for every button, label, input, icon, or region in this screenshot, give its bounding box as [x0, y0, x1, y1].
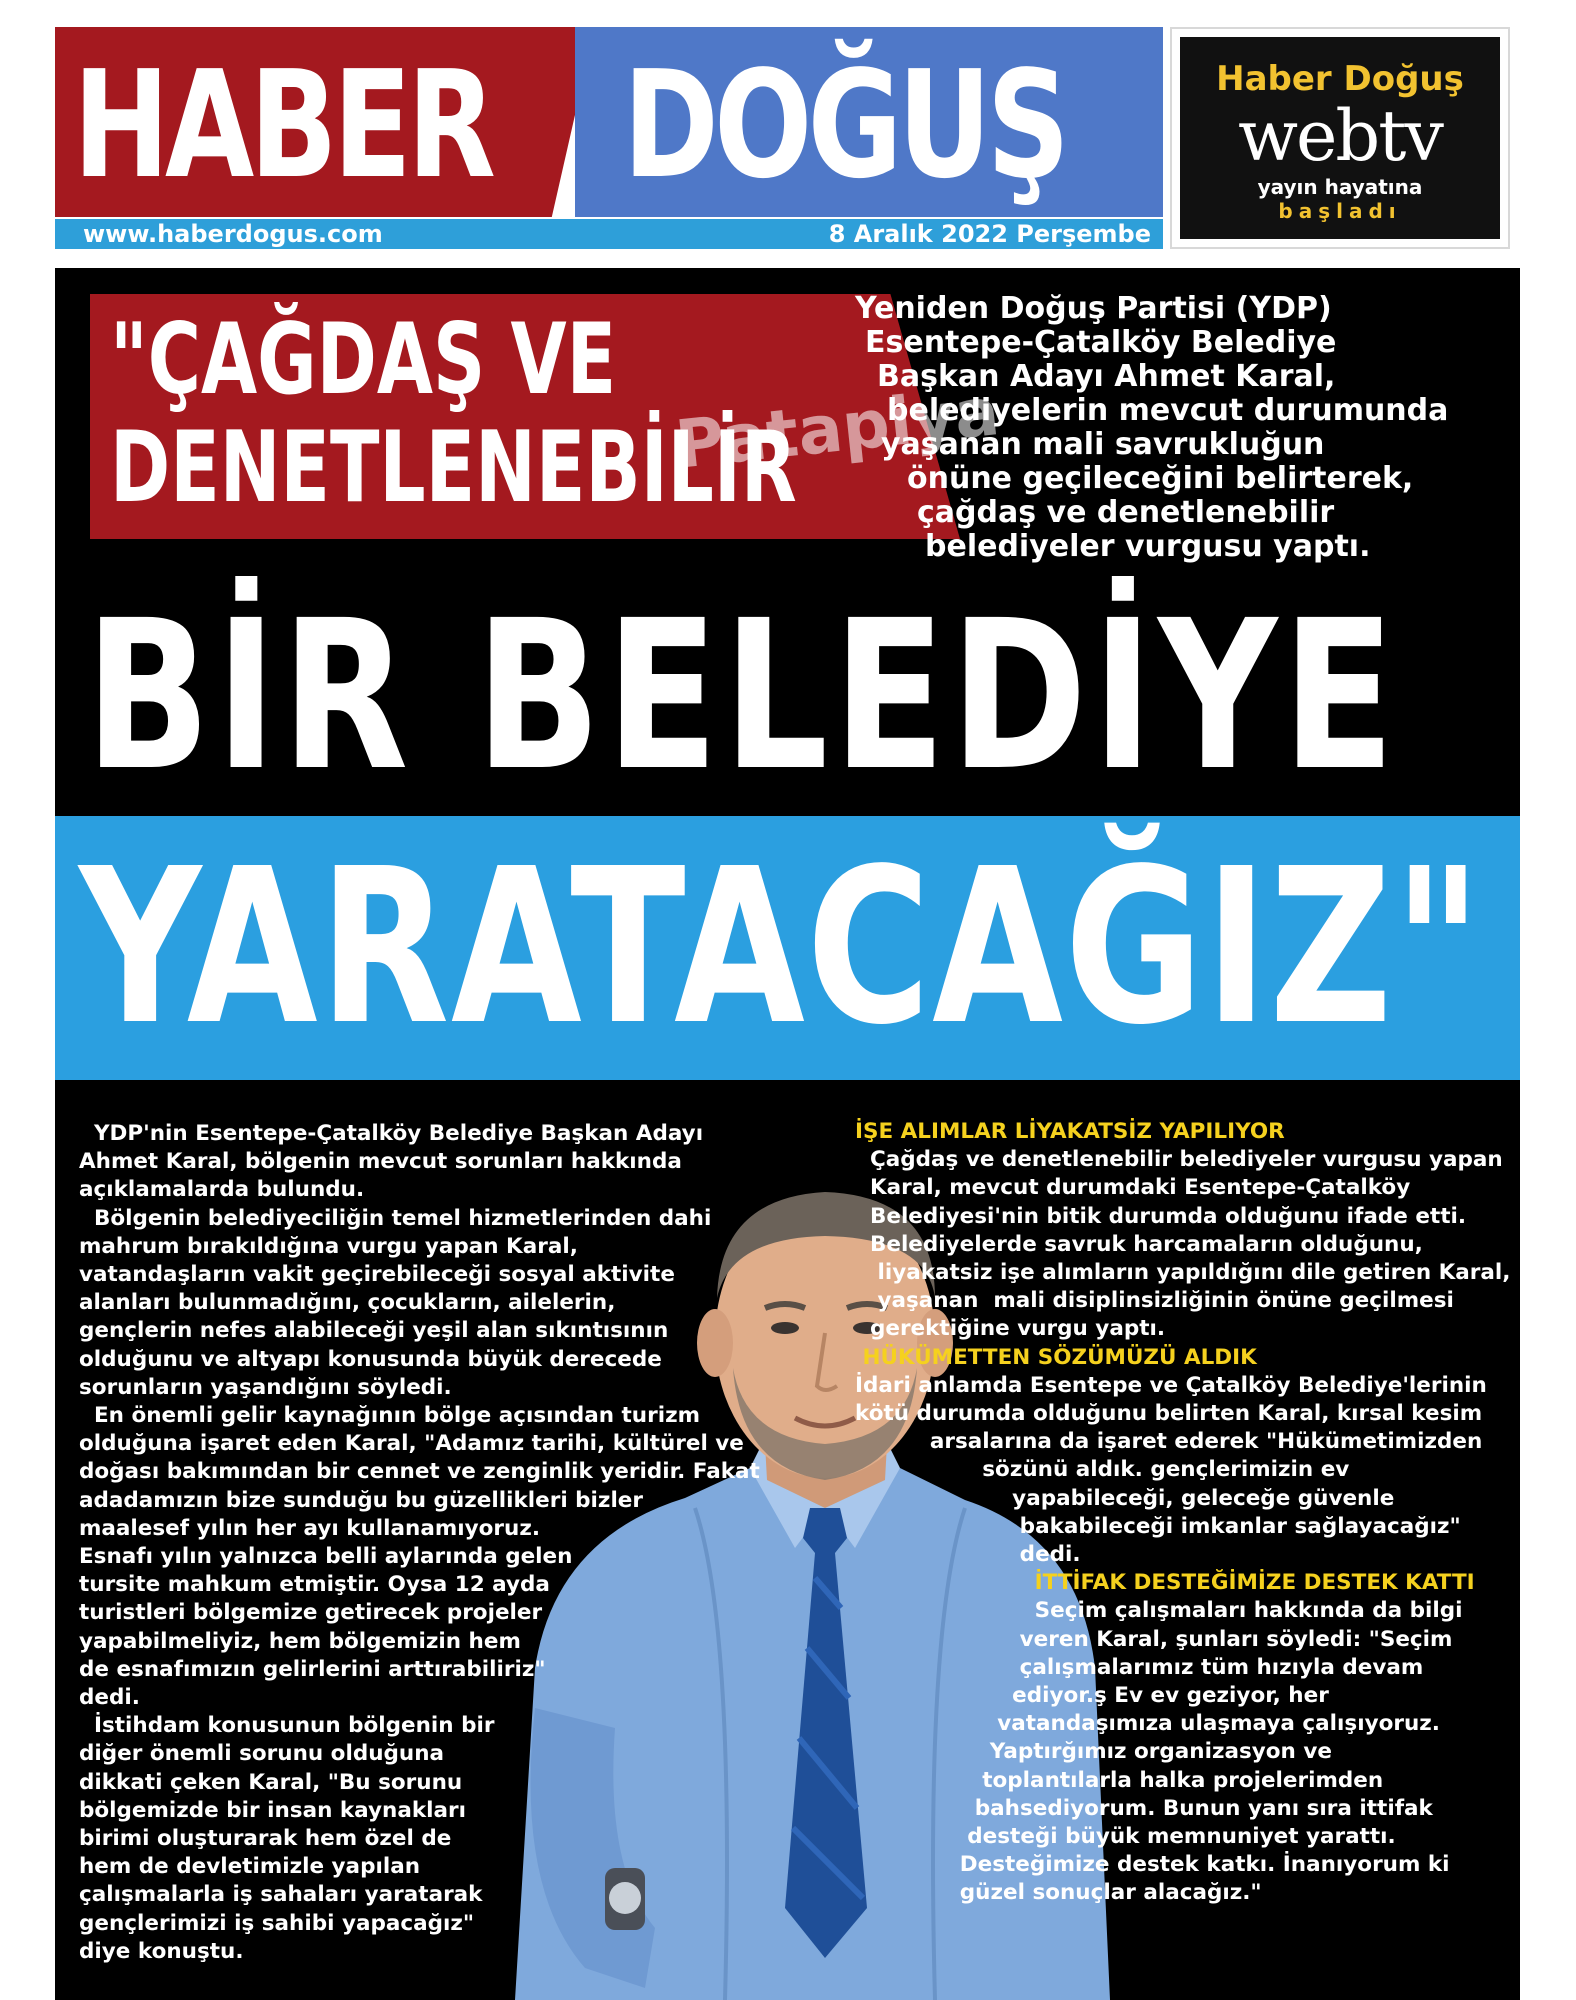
body-line: desteği büyük memnuniyet yarattı. — [855, 1824, 1396, 1850]
body-line: çalışmalarımız tüm hızıyla devam — [855, 1654, 1424, 1680]
body-line: bakabileceği imkanlar sağlayacağız" — [855, 1513, 1461, 1539]
body-line: güzel sonuçlar alacağız." — [855, 1880, 1262, 1906]
article-right-column — [855, 1118, 1510, 1908]
body-line: açıklamalarda bulundu. — [79, 1177, 365, 1203]
masthead-info-strip — [55, 219, 1163, 249]
body-line: diye konuştu. — [79, 1938, 244, 1964]
lede-line: belediyelerin mevcut durumunda — [887, 393, 1449, 428]
body-line: olduğunu ve altyapı konusunda büyük derecede — [79, 1346, 662, 1372]
headline-main-line1: BİR BELEDİYE — [85, 576, 1400, 816]
body-line: İstihdam konusunun bölgenin bir — [79, 1713, 495, 1739]
body-line: olduğuna işaret eden Karal, "Adamız tarihi, kültürel ve — [79, 1431, 744, 1457]
body-line: sorunların yaşandığını söyledi. — [79, 1374, 452, 1400]
body-line: vatandaşımıza ulaşmaya çalışıyoruz. — [855, 1711, 1440, 1737]
kicker-line: DENETLENEBİLİR — [110, 411, 797, 525]
body-line: Belediyelerde savruk harcamaların olduğunu, — [855, 1231, 1423, 1257]
body-line: doğası bakımından bir cennet ve zenginlik yeridir. Fakat — [79, 1459, 760, 1485]
webtv-tagline: yayın hayatına — [1257, 175, 1423, 199]
body-line: yapabilmeliyiz, hem bölgemizin hem — [79, 1628, 521, 1654]
body-line: diğer önemli sorunu olduğuna — [79, 1741, 445, 1767]
body-line: kötü durumda olduğunu belirten Karal, kırsal kesim — [855, 1401, 1483, 1427]
lede-line: Esentepe-Çatalköy Belediye — [865, 325, 1337, 360]
body-line: hem de devletimizle yapılan — [79, 1854, 421, 1880]
body-line: gençlerin nefes alabileceği yeşil alan sıkıntısının — [79, 1318, 669, 1344]
issue-date: 8 Aralık 2022 Perşembe — [828, 220, 1151, 248]
body-line: alanları bulunmadığını, çocukların, ailelerin, — [79, 1290, 616, 1316]
body-line: Karal, mevcut durumdaki Esentepe-Çatalköy — [855, 1175, 1411, 1201]
body-line: mahrum bırakıldığına vurgu yapan Karal, — [79, 1233, 578, 1259]
subheading: İŞE ALIMLAR LİYAKATSİZ YAPILIYOR — [855, 1119, 1285, 1144]
body-line: adadamızın bize sunduğu bu güzellikleri bizler — [79, 1487, 643, 1513]
lede-paragraph — [855, 292, 1475, 564]
body-line: birimi oluşturarak hem özel de — [79, 1826, 452, 1852]
body-line: dikkati çeken Karal, "Bu sorunu — [79, 1769, 463, 1795]
body-line: liyakatsiz işe alımların yapıldığını dile getiren Karal, — [855, 1260, 1511, 1286]
subheading: HÜKÜMETTEN SÖZÜMÜZÜ ALDIK — [855, 1344, 1257, 1370]
body-line: maalesef yılın her ayı kullanamıyoruz. — [79, 1515, 541, 1541]
body-line: En önemli gelir kaynağının bölge açısından turizm — [79, 1403, 700, 1429]
site-url[interactable]: www.haberdogus.com — [83, 220, 383, 248]
body-line: veren Karal, şunları söyledi: "Seçim — [855, 1626, 1453, 1652]
body-line: bahsediyorum. Bunun yanı sıra ittifak — [855, 1795, 1433, 1821]
front-page-panel — [55, 268, 1520, 2000]
body-line: yaşanan mali disiplinsizliğinin önüne geçilmesi — [855, 1288, 1454, 1314]
body-line: de esnafımızın gelirlerini arttırabiliriz" — [79, 1656, 546, 1682]
body-line: Bölgenin belediyeciliğin temel hizmetlerinden dahi — [79, 1205, 712, 1231]
body-line: tursite mahkum etmiştir. Oysa 12 ayda — [79, 1572, 550, 1598]
lede-line: Başkan Adayı Ahmet Karal, — [877, 359, 1336, 394]
webtv-promo-box — [1170, 27, 1510, 249]
body-line: İdari anlamda Esentepe ve Çatalköy Belediye'lerinin — [855, 1372, 1487, 1398]
body-line: YDP'nin Esentepe-Çatalköy Belediye Başkan Adayı — [79, 1121, 704, 1146]
body-line: Yaptırğımız organizasyon ve — [855, 1739, 1332, 1765]
body-line: Esnafı yılın yalnızca belli aylarında gelen — [79, 1544, 573, 1570]
body-line: Desteğimize destek katkı. İnanıyorum ki — [855, 1852, 1450, 1878]
body-line: toplantılarla halka projelerimden — [855, 1767, 1384, 1793]
body-line: Belediyesi'nin bitik durumda olduğunu ifade etti. — [855, 1203, 1467, 1229]
lede-line: çağdaş ve denetlenebilir — [917, 495, 1335, 530]
webtv-tagline-accent: başladı — [1278, 199, 1402, 223]
body-line: vatandaşların vakit geçirebileceği sosyal aktivite — [79, 1262, 675, 1288]
webtv-title: Haber Doğuş — [1216, 59, 1464, 99]
body-line: dedi. — [855, 1542, 1081, 1568]
subheading: İTTİFAK DESTEĞİMİZE DESTEK KATTI — [855, 1570, 1475, 1596]
body-line: Çağdaş ve denetlenebilir belediyeler vurgusu yapan — [855, 1147, 1503, 1173]
headline-kicker — [110, 303, 797, 525]
brand-word-haber: HABER — [73, 39, 492, 211]
body-line: dedi. — [79, 1685, 140, 1711]
webtv-logo: webtv — [1238, 95, 1442, 177]
body-line: yapabileceği, geleceğe güvenle — [855, 1485, 1395, 1511]
kicker-line: "ÇAĞDAŞ VE — [110, 303, 617, 417]
webtv-promo-inner — [1180, 37, 1500, 239]
body-line: ediyor.ş Ev ev geziyor, her — [855, 1683, 1329, 1709]
body-line: Seçim çalışmaları hakkında da bilgi — [855, 1598, 1463, 1624]
lede-line: yaşanan mali savrukluğun — [881, 427, 1325, 462]
masthead — [55, 27, 1163, 247]
article-left-column — [79, 1120, 760, 1966]
brand-word-dogus: DOĞUŞ — [623, 39, 1066, 211]
body-line: çalışmalarla iş sahaları yaratarak — [79, 1882, 483, 1908]
body-line: turistleri bölgemize getirecek projeler — [79, 1600, 543, 1626]
body-line: arsalarına da işaret ederek "Hükümetimizden — [855, 1429, 1483, 1455]
lede-line: önüne geçileceğini belirterek, — [907, 461, 1414, 496]
body-line: gerektiğine vurgu yaptı. — [855, 1316, 1166, 1342]
body-line: Ahmet Karal, bölgenin mevcut sorunları hakkında — [79, 1149, 682, 1175]
headline-main-line2: YARATACAĞIZ" — [79, 823, 1484, 1072]
body-line: sözünü aldık. gençlerimizin ev — [855, 1457, 1350, 1483]
lede-line: belediyeler vurgusu yaptı. — [925, 529, 1371, 564]
lede-line: Yeniden Doğuş Partisi (YDP) — [855, 291, 1332, 326]
body-line: bölgemizde bir insan kaynakları — [79, 1797, 466, 1823]
body-line: gençlerimizi iş sahibi yapacağız" — [79, 1910, 475, 1936]
watermark-logo: Patapiya — [671, 373, 1003, 484]
